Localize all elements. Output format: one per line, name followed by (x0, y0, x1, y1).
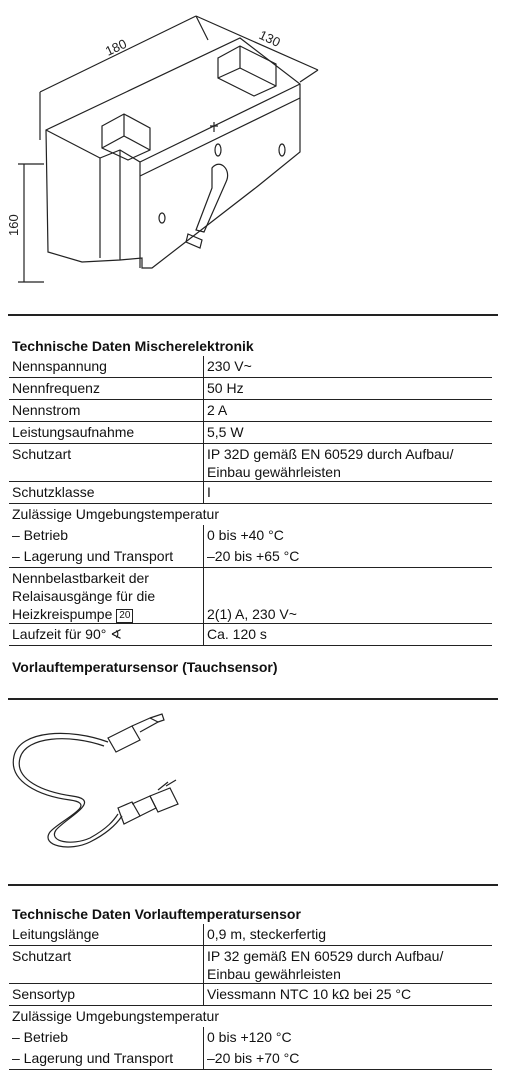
table-row: Zulässige Umgebungstemperatur (12, 1008, 219, 1024)
mixer-spec-table (9, 356, 492, 646)
section-title-mixer: Technische Daten Mischerelektronik (12, 338, 254, 354)
table-row: Nennspannung 230 V~ (9, 356, 492, 378)
section-divider (8, 314, 498, 316)
pump-reference-badge: 20 (116, 609, 133, 623)
dim-width-label: 180 (102, 35, 129, 59)
dim-depth-label: 130 (256, 27, 283, 50)
dim-height-label: 160 (6, 214, 21, 236)
table-row: Schutzart IP 32 gemäß EN 60529 durch Aufbau/ Einbau gewährleisten (9, 946, 492, 984)
table-row: Nennbelastbarkeit der Relaisausgänge für die Heizkreispumpe 20 2(1) A, 230 V~ (9, 568, 492, 624)
table-row: – Betrieb 0 bis +40 °C (9, 525, 492, 546)
section-divider (8, 884, 498, 886)
table-row: Nennstrom 2 A (9, 400, 492, 422)
table-row: Schutzklasse I (9, 482, 492, 504)
table-row: – Lagerung und Transport –20 bis +70 °C (9, 1048, 492, 1070)
sensor-spec-table (9, 924, 492, 1070)
table-row: Leitungslänge 0,9 m, steckerfertig (9, 924, 492, 946)
table-row: – Lagerung und Transport –20 bis +65 °C (9, 546, 492, 568)
table-row: Zulässige Umgebungstemperatur (12, 506, 219, 522)
mixer-electronics-drawing (0, 0, 507, 300)
sensor-heading: Vorlauftemperatursensor (Tauchsensor) (12, 659, 278, 675)
table-row: Nennfrequenz 50 Hz (9, 378, 492, 400)
temperature-sensor-drawing (0, 700, 507, 880)
table-row: Laufzeit für 90° ∢ Ca. 120 s (9, 624, 492, 646)
table-row: Leistungsaufnahme 5,5 W (9, 422, 492, 444)
table-row: – Betrieb 0 bis +120 °C (9, 1027, 492, 1048)
table-row: Sensortyp Viessmann NTC 10 kΩ bei 25 °C (9, 984, 492, 1006)
table-row: Schutzart IP 32D gemäß EN 60529 durch Aufbau/ Einbau gewährleisten (9, 444, 492, 482)
section-title-sensor: Technische Daten Vorlauftemperatursensor (12, 906, 301, 922)
